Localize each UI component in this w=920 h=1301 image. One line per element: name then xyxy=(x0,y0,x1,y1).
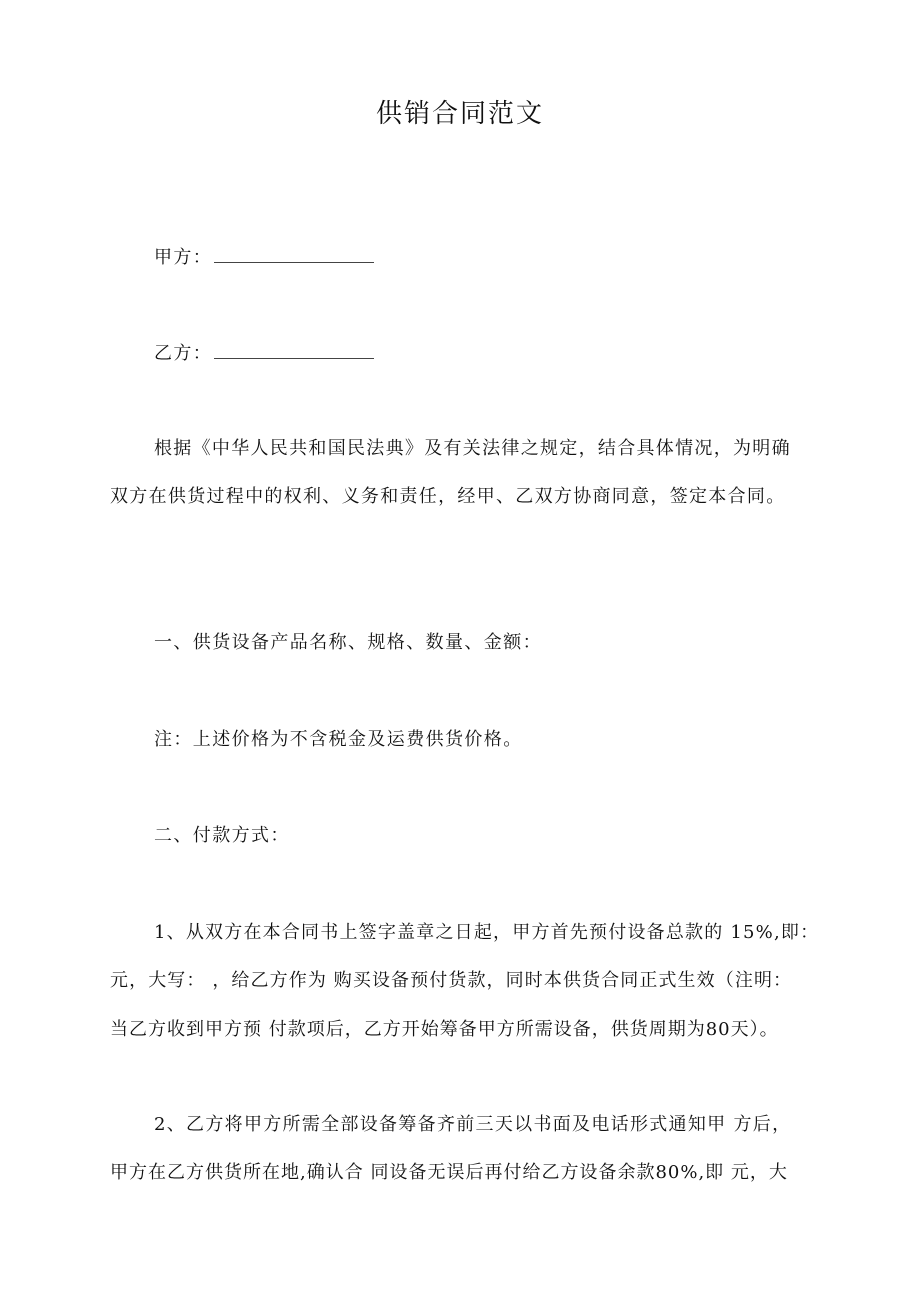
party-a-blank xyxy=(214,244,374,263)
price-note: 注：上述价格为不含税金及运费供货价格。 xyxy=(154,729,523,750)
party-b-line xyxy=(154,340,374,367)
clause-2-line-1: 2、乙方将甲方所需全部设备筹备齐前三天以书面及电话形式通知甲 方后， xyxy=(154,1114,792,1135)
preamble-line-2: 双方在供货过程中的权利、义务和责任，经甲、乙双方协商同意，签定本合同。 xyxy=(110,486,786,507)
clause-1-line-2: 元，大写： ，给乙方作为 购买设备预付货款，同时本供货合同正式生效（注明： xyxy=(110,970,793,991)
party-b-blank xyxy=(214,340,374,359)
clause-2-line-2: 甲方在乙方供货所在地,确认合 同设备无误后再付给乙方设备余款80%,即 元，大 xyxy=(110,1162,788,1183)
section-1-heading: 一、供货设备产品名称、规格、数量、金额： xyxy=(154,632,542,653)
clause-1-line-1: 1、从双方在本合同书上签字盖章之日起，甲方首先预付设备总款的 15%,即： xyxy=(154,922,820,943)
party-b-label: 乙方： xyxy=(154,343,213,364)
section-2-heading: 二、付款方式： xyxy=(154,825,290,846)
document-title: 供销合同范文 xyxy=(375,99,544,129)
party-a-label: 甲方： xyxy=(154,247,213,268)
clause-1-line-3: 当乙方收到甲方预 付款项后，乙方开始筹备甲方所需设备，供货周期为80天）。 xyxy=(110,1019,779,1040)
party-a-line xyxy=(154,244,374,271)
preamble-line-1: 根据《中华人民共和国民法典》及有关法律之规定，结合具体情况，为明确 xyxy=(154,438,791,459)
